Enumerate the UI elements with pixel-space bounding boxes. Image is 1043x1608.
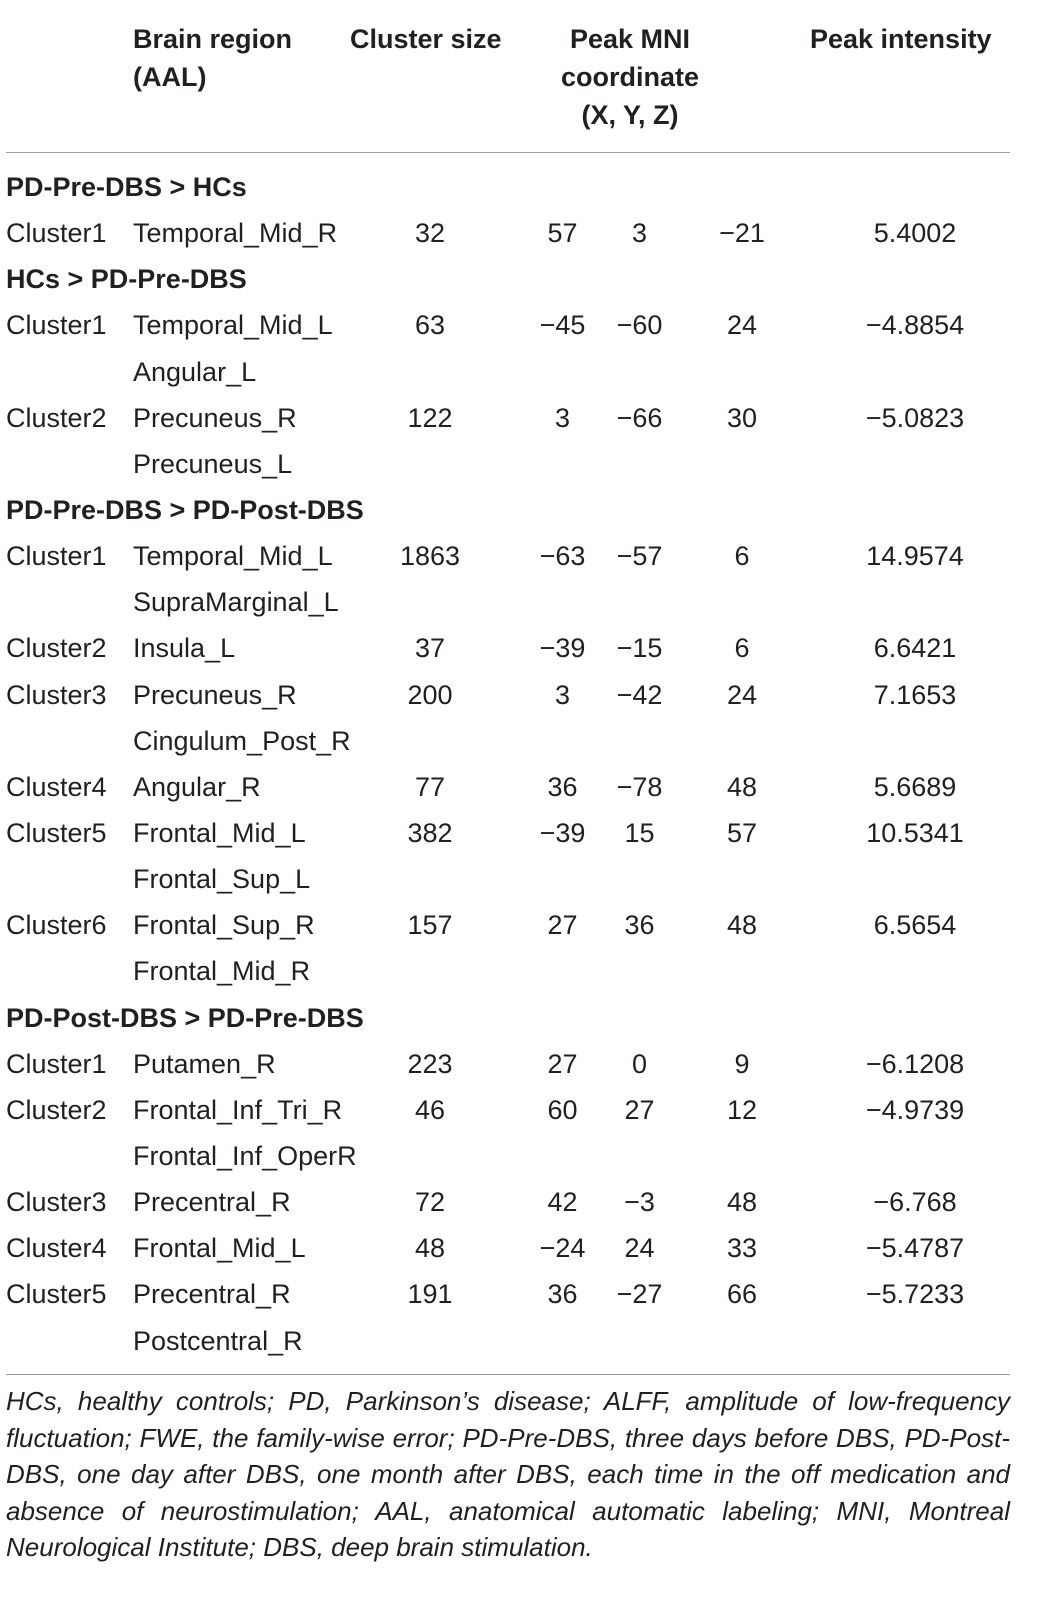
cell-cluster: Cluster5 — [6, 817, 107, 848]
table-row — [0, 579, 1043, 625]
cell-mni-z: 48 — [726, 1187, 758, 1218]
cell-region: Frontal_Inf_OperR — [133, 1140, 357, 1171]
cell-mni-y: −15 — [616, 633, 663, 664]
cell-mni-x: −39 — [539, 633, 586, 664]
section-header-row — [0, 487, 1043, 533]
cell-mni-x: 57 — [547, 218, 578, 249]
cell-cluster: Cluster6 — [6, 910, 107, 941]
cell-mni-x: −63 — [539, 541, 586, 572]
cell-region: Postcentral_R — [133, 1325, 303, 1356]
cell-region: Precentral_R — [133, 1187, 291, 1218]
cell-peak-intensity: 5.6689 — [873, 771, 957, 802]
cell-cluster-size: 382 — [407, 817, 453, 848]
cell-mni-z: 24 — [726, 679, 758, 710]
cell-region: Frontal_Sup_L — [133, 864, 311, 895]
cell-region: Frontal_Mid_L — [133, 1233, 306, 1264]
table-row — [0, 395, 1043, 441]
cell-mni-y: −78 — [616, 771, 663, 802]
cell-region: Putamen_R — [133, 1048, 276, 1079]
cell-cluster: Cluster2 — [6, 633, 107, 664]
header-peak-mni-line2: coordinate — [560, 62, 700, 92]
cell-mni-z: 24 — [726, 310, 758, 341]
cell-mni-z: 6 — [734, 541, 750, 572]
cell-cluster-size: 191 — [407, 1279, 453, 1310]
cell-mni-z: 57 — [726, 817, 758, 848]
cell-mni-y: 15 — [624, 817, 655, 848]
cell-mni-z: 48 — [726, 910, 758, 941]
section-title: PD-Pre-DBS > HCs — [6, 172, 247, 202]
cell-mni-z: 12 — [726, 1094, 758, 1125]
table-row — [0, 1133, 1043, 1179]
cell-mni-x: −45 — [539, 310, 586, 341]
table-row — [0, 1271, 1043, 1317]
cell-region: Precentral_R — [133, 1279, 291, 1310]
table-row — [0, 302, 1043, 348]
cell-mni-x: −24 — [539, 1233, 586, 1264]
cell-peak-intensity: 6.5654 — [873, 910, 957, 941]
cell-peak-intensity: 7.1653 — [873, 679, 957, 710]
cell-mni-x: 42 — [547, 1187, 578, 1218]
table-row — [0, 441, 1043, 487]
section-title: PD-Post-DBS > PD-Pre-DBS — [6, 1002, 364, 1033]
cell-mni-y: 0 — [631, 1048, 648, 1079]
cell-mni-x: 27 — [547, 1048, 578, 1079]
header-brain-region-line2: (AAL) — [133, 62, 207, 92]
cell-region: Cingulum_Post_R — [133, 725, 351, 756]
cell-mni-z: 9 — [734, 1048, 750, 1079]
cell-mni-y: −57 — [616, 541, 663, 572]
cell-cluster-size: 223 — [407, 1048, 453, 1079]
footer-divider — [6, 1374, 1010, 1375]
header-divider — [6, 152, 1010, 153]
table-row — [0, 764, 1043, 810]
cell-cluster-size: 72 — [414, 1187, 446, 1218]
cell-cluster-size: 77 — [414, 771, 446, 802]
table-row — [0, 1087, 1043, 1133]
cell-cluster-size: 37 — [414, 633, 446, 664]
cell-cluster: Cluster3 — [6, 679, 107, 710]
cell-cluster: Cluster5 — [6, 1279, 107, 1310]
cell-mni-y: 24 — [624, 1233, 655, 1264]
cell-mni-x: 36 — [547, 771, 578, 802]
section-header-row — [0, 995, 1043, 1041]
section-title: PD-Pre-DBS > PD-Post-DBS — [6, 494, 364, 525]
cell-region: Insula_L — [133, 633, 236, 664]
cell-region: Frontal_Mid_R — [133, 956, 311, 987]
cell-peak-intensity: −4.8854 — [865, 310, 965, 341]
cell-mni-x: −39 — [539, 817, 586, 848]
cell-region: Precuneus_L — [133, 448, 293, 479]
cell-region: Precuneus_R — [133, 679, 297, 710]
cell-region: Precuneus_R — [133, 402, 297, 433]
cell-peak-intensity: 6.6421 — [873, 633, 957, 664]
cell-mni-z: −21 — [719, 218, 765, 249]
cell-mni-y: −3 — [624, 1187, 655, 1218]
cell-region: Frontal_Mid_L — [133, 817, 306, 848]
cell-region: Frontal_Sup_R — [133, 910, 315, 941]
cell-peak-intensity: 5.4002 — [873, 218, 957, 249]
cell-mni-z: 30 — [726, 402, 758, 433]
header-peak-intensity: Peak intensity — [810, 24, 992, 54]
cell-mni-y: −27 — [616, 1279, 663, 1310]
header-peak-mni-line3: (X, Y, Z) — [581, 100, 679, 130]
table-row — [0, 856, 1043, 902]
header-brain-region — [133, 20, 333, 96]
cell-cluster: Cluster2 — [6, 1094, 107, 1125]
cell-peak-intensity: −5.4787 — [865, 1233, 965, 1264]
cell-mni-y: 27 — [624, 1094, 655, 1125]
header-brain-region-line1: Brain region — [133, 24, 293, 54]
cell-mni-z: 33 — [726, 1233, 758, 1264]
cell-mni-z: 6 — [734, 633, 750, 664]
cell-peak-intensity: −6.1208 — [865, 1048, 965, 1079]
cell-mni-x: 60 — [547, 1094, 578, 1125]
cell-mni-y: 3 — [631, 218, 648, 249]
table-row — [0, 349, 1043, 395]
cell-region: Angular_L — [133, 356, 257, 387]
section-header-row — [0, 256, 1043, 302]
table-row — [0, 625, 1043, 671]
cell-cluster: Cluster1 — [6, 1048, 107, 1079]
cell-region: Temporal_Mid_L — [133, 541, 333, 572]
section-title: HCs > PD-Pre-DBS — [6, 264, 247, 295]
table-row — [0, 1225, 1043, 1271]
cell-mni-y: −66 — [616, 402, 663, 433]
cell-region: Temporal_Mid_R — [133, 218, 338, 249]
cell-mni-x: 27 — [547, 910, 578, 941]
cell-cluster: Cluster3 — [6, 1187, 107, 1218]
table-row — [0, 948, 1043, 994]
cell-region: Frontal_Inf_Tri_R — [133, 1094, 343, 1125]
header-peak-mni-line1: Peak MNI — [569, 24, 691, 54]
cell-region: Temporal_Mid_L — [133, 310, 333, 341]
cell-mni-x: 3 — [554, 402, 571, 433]
cell-cluster: Cluster4 — [6, 1233, 107, 1264]
section-header-row — [0, 164, 1043, 210]
cell-cluster-size: 1863 — [399, 541, 461, 572]
table-row — [0, 533, 1043, 579]
cell-peak-intensity: −5.0823 — [865, 402, 965, 433]
cell-region: Angular_R — [133, 771, 261, 802]
cell-cluster: Cluster1 — [6, 541, 107, 572]
cell-peak-intensity: −4.9739 — [865, 1094, 965, 1125]
header-peak-mni — [540, 20, 720, 134]
cell-mni-y: −60 — [616, 310, 663, 341]
cell-region: SupraMarginal_L — [133, 587, 339, 618]
table-row — [0, 1041, 1043, 1087]
cell-peak-intensity: 10.5341 — [866, 817, 964, 848]
cell-cluster-size: 48 — [414, 1233, 446, 1264]
table-row — [0, 902, 1043, 948]
table-row — [0, 718, 1043, 764]
table-row — [0, 1318, 1043, 1364]
cell-mni-y: 36 — [624, 910, 655, 941]
cell-mni-x: 3 — [554, 679, 571, 710]
cell-mni-x: 36 — [547, 1279, 578, 1310]
table-body — [0, 164, 1043, 1364]
cell-mni-z: 66 — [726, 1279, 758, 1310]
cell-cluster-size: 122 — [407, 402, 453, 433]
cell-cluster-size: 63 — [414, 310, 446, 341]
cell-peak-intensity: 14.9574 — [866, 541, 964, 572]
cell-cluster-size: 46 — [414, 1094, 446, 1125]
table-row — [0, 210, 1043, 256]
cell-cluster-size: 157 — [407, 910, 453, 941]
cell-cluster: Cluster2 — [6, 402, 107, 433]
table-footnote: HCs, healthy controls; PD, Parkinson’s disease; ALFF, amplitude of low-frequency fluctuation; FWE, the family-wise error; PD-Pre-DBS, three days before DBS, PD-Post-DBS, one day after DBS, one month after DBS, each time in the off medication and absence of neurostimulation; AAL, anatomical automatic labeling; MNI, Montreal Neurological Institute; DBS, deep brain stimulation. — [6, 1386, 1010, 1563]
table-row — [0, 1179, 1043, 1225]
table-row — [0, 810, 1043, 856]
cell-cluster-size: 32 — [414, 218, 446, 249]
cell-cluster: Cluster1 — [6, 310, 107, 341]
cell-cluster: Cluster1 — [6, 218, 107, 249]
header-cluster-size: Cluster size — [350, 24, 502, 54]
cell-cluster: Cluster4 — [6, 771, 107, 802]
cell-mni-z: 48 — [726, 771, 758, 802]
cell-mni-y: −42 — [616, 679, 663, 710]
cell-peak-intensity: −5.7233 — [865, 1279, 965, 1310]
table-row — [0, 672, 1043, 718]
cell-peak-intensity: −6.768 — [873, 1187, 957, 1218]
cell-cluster-size: 200 — [407, 679, 453, 710]
